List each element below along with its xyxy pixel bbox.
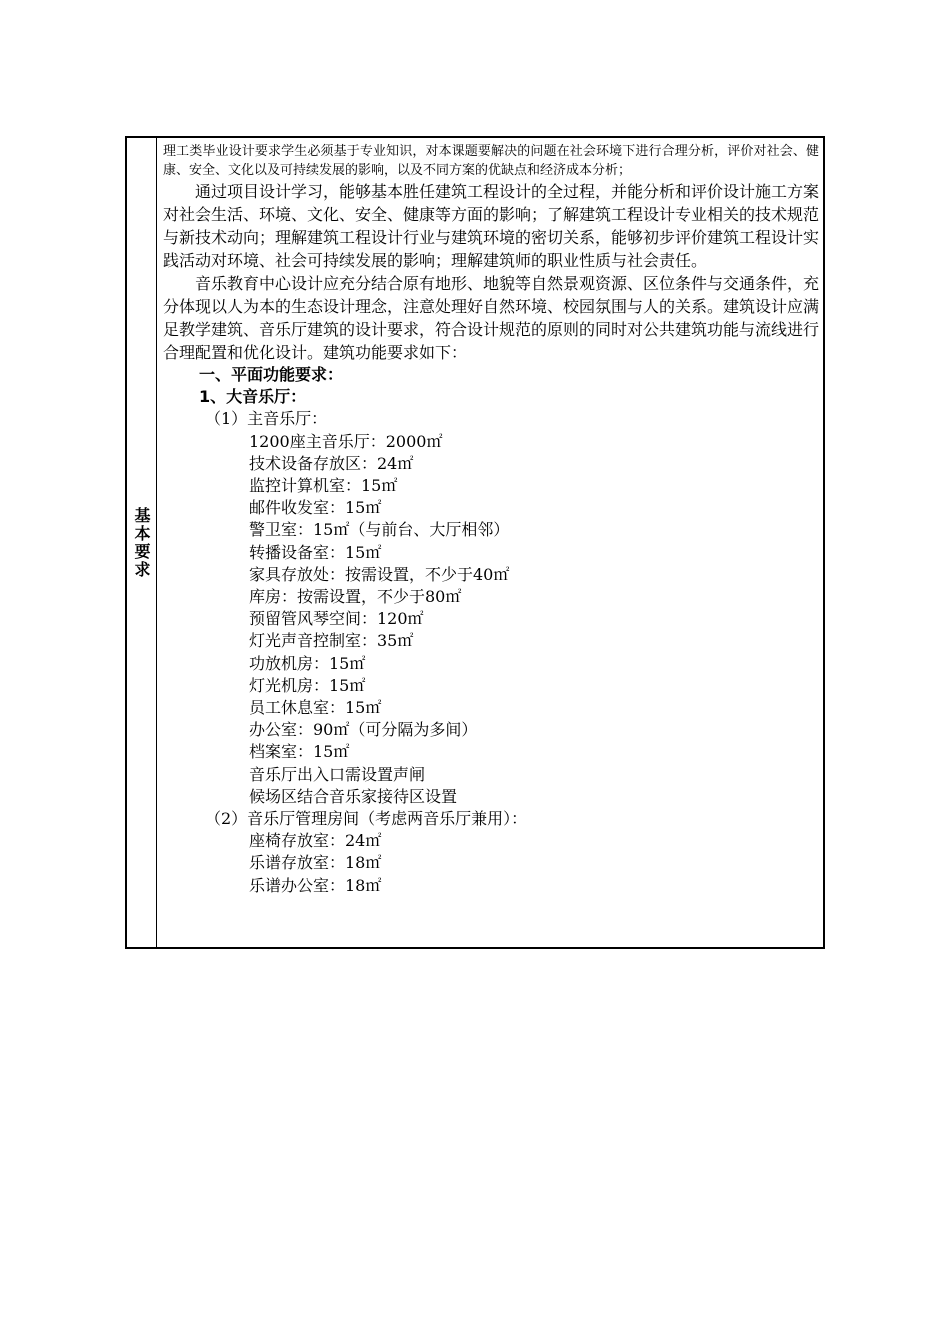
list-item: 功放机房：15㎡ xyxy=(249,653,366,673)
paragraph-1: 通过项目设计学习，能够基本胜任建筑工程设计的全过程，并能分析和评价设计施工方案对社会生活、环境、文化、安全、健康等方面的影响；了解建筑工程设计专业相关的技术规范与新技术动向；理解建筑工程设计行业与建筑环境的密切关系，能够初步评价建筑工程设计实践活动对环境、社会可持续发展的影响；理解建筑师的职业性质与社会责任。 xyxy=(163,182,820,270)
subheading-hall-management: （2）音乐厅管理房间（考虑两音乐厅兼用）： xyxy=(205,809,528,829)
heading-grand-concert-hall: 1、大音乐厅： xyxy=(199,387,307,407)
list-item: 灯光机房：15㎡ xyxy=(249,675,366,695)
section-label: 基本要求 xyxy=(132,506,151,579)
paragraph-2: 音乐教育中心设计应充分结合原有地形、地貌等自然景观资源、区位条件与交通条件，充分体现以人为本的生态设计理念，注意处理好自然环境、校园氛围与人的关系。建筑设计应满足教学建筑、音乐厅建筑的设计要求，符合设计规范的原则的同时对公共建筑功能与流线进行合理配置和优化设计。建筑功能要求如下： xyxy=(163,274,820,362)
section-label-cell xyxy=(127,138,157,947)
list-item: 邮件收发室：15㎡ xyxy=(249,498,382,518)
list-item: 1200座主音乐厅：2000㎡ xyxy=(249,431,443,451)
intro-paragraph: 理工类毕业设计要求学生必须基于专业知识，对本课题要解决的问题在社会环境下进行合理分析，评价对社会、健康、安全、文化以及可持续发展的影响，以及不同方案的优缺点和经济成本分析； xyxy=(163,144,819,178)
list-item: 家具存放处：按需设置，不少于40㎡ xyxy=(249,564,510,584)
requirements-table xyxy=(125,136,825,949)
list-item: 乐谱办公室：18㎡ xyxy=(249,875,382,895)
list-item: 监控计算机室：15㎡ xyxy=(249,476,398,496)
list-item: 技术设备存放区：24㎡ xyxy=(249,453,414,473)
list-item: 候场区结合音乐家接待区设置 xyxy=(249,786,458,806)
list-item: 灯光声音控制室：35㎡ xyxy=(249,631,414,651)
list-item: 办公室：90㎡（可分隔为多间） xyxy=(249,720,478,740)
subheading-main-hall: （1）主音乐厅： xyxy=(205,409,328,429)
list-item: 音乐厅出入口需设置声闸 xyxy=(249,764,426,784)
list-item: 库房：按需设置，不少于80㎡ xyxy=(249,587,462,607)
list-item: 档案室：15㎡ xyxy=(249,742,350,762)
heading-functional-requirements: 一、平面功能要求： xyxy=(199,365,344,384)
content-cell xyxy=(157,138,823,947)
list-item: 转播设备室：15㎡ xyxy=(249,542,382,562)
list-item: 乐谱存放室：18㎡ xyxy=(249,853,382,873)
list-item: 预留管风琴空间：120㎡ xyxy=(249,609,424,629)
list-item: 警卫室：15㎡（与前台、大厅相邻） xyxy=(249,520,510,540)
list-item: 员工休息室：15㎡ xyxy=(249,698,382,718)
list-item: 座椅存放室：24㎡ xyxy=(249,831,382,851)
